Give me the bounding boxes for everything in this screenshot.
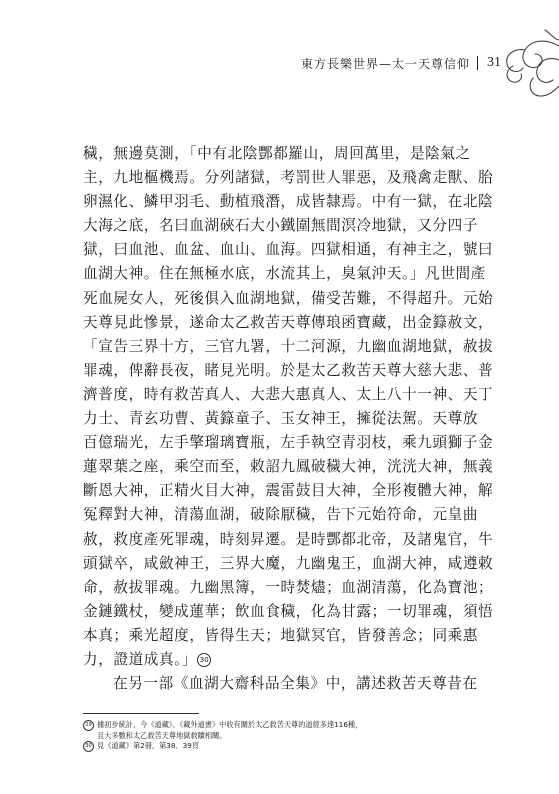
footnote-ref[interactable]: 30: [197, 653, 211, 667]
text-line: 大海之底，名曰血湖硤石大小鐵圍無間溟冷地獄，又分四子: [83, 217, 479, 235]
text-line: 命，赦拔罪魂。九幽黑簿，一時焚燼；血湖清蕩，化為寶池；: [83, 578, 494, 596]
header-divider: [477, 56, 478, 70]
text-line: 穢，無邊莫測，「中有北陰酆都羅山，周回萬里，是陰氣之: [83, 145, 471, 162]
footnotes: [83, 720, 523, 752]
text-line-content: 力，證道成真。」: [83, 650, 198, 668]
paragraph-start-line: 在另一部《血湖大齋科品全集》中，講述救苦天尊昔在: [113, 675, 478, 693]
text-line: 百億瑞光，左手擎瑠璃寶瓶，左手執空青羽枝，乘九頭獅子金: [83, 434, 494, 452]
text-line: 獄，曰血池、血盆、血山、血海。四獄相通，有神主之，號曰: [83, 241, 494, 259]
running-title: 東方長樂世界—太一天尊信仰: [300, 56, 470, 71]
text-line: 罪魂，俾辭長夜，睹見光明。於是太乙救苦天尊大慈大悲、普: [83, 361, 494, 379]
text-line: 冤釋對大神，清蕩血湖，破除厭穢，告下元始符命，元皇曲: [83, 506, 479, 524]
text-line: 赦，救度產死罪魂，時刻昇遷。是時酆都北帝，及諸鬼官，牛: [83, 530, 494, 548]
body-text: [83, 142, 523, 696]
text-line: 天尊見此慘景，遂命太乙救苦天尊傳琅函寶藏，出金籙赦文，: [83, 313, 494, 331]
footnote: [83, 720, 523, 741]
text-line: 血湖大神。住在無極水底，水流其上，臭氣沖天。」凡世間產: [83, 265, 486, 283]
text-line: 斷恩大神，正精火目大神，震雷鼓目大神，全形複體大神，解: [83, 482, 494, 500]
text-line: 「宣告三界十方，三官九署，十二河源，九幽血湖地獄，赦拔: [83, 337, 494, 355]
text-line: 蓮翠葉之座，乘空而至，敕詔九鳳破穢大神，洸洸大神，無義: [83, 458, 494, 476]
footnote-mark: 30: [83, 741, 94, 752]
text-line: 力士、青玄功曹、黃籙童子、玉女神王，擁從法駕。天尊放: [83, 410, 479, 428]
footnote-rule: [83, 713, 199, 714]
text-line: 頭獄卒，咸斂神王，三界大魔，九幽鬼王，血湖大神，咸遵敕: [83, 554, 494, 572]
footnote-mark: 29: [83, 720, 94, 731]
footnote-line: 據初步統計，今《道藏》、《藏外道書》中收有關於太乙救苦天尊的道經多達116種，: [97, 720, 363, 729]
text-line: [83, 648, 523, 672]
footnote-line: 見《道藏》第2冊，第38、39頁: [97, 741, 199, 750]
text-line: 金鏈鐵杖，變成蓮華；飲血食穢，化為甘露；一切罪魂，須悟: [83, 602, 494, 620]
page-number: 31: [487, 55, 501, 70]
running-header: [301, 53, 501, 73]
footnote-line: 且大多數和太乙救苦天尊地獄救贖相關。: [97, 730, 227, 740]
text-line: 主，九地樞機焉。分列諸獄，考罰世人罪惡，及飛禽走獸、胎: [83, 169, 494, 187]
text-line: 本真；乘光超度，皆得生天；地獄冥官，皆發善念；同乘惠: [83, 626, 479, 644]
text-line: 濟普度，時有救苦真人、大悲大惠真人、太上八十一神、天丁: [83, 385, 494, 403]
footnote: [83, 741, 523, 752]
text-line: 卵濕化、鱗甲羽毛、動植飛潛，成皆隸焉。中有一獄，在北陰: [83, 193, 494, 211]
text-line: 死血屍女人，死後俱入血湖地獄，備受苦難，不得超升。元始: [83, 289, 494, 307]
